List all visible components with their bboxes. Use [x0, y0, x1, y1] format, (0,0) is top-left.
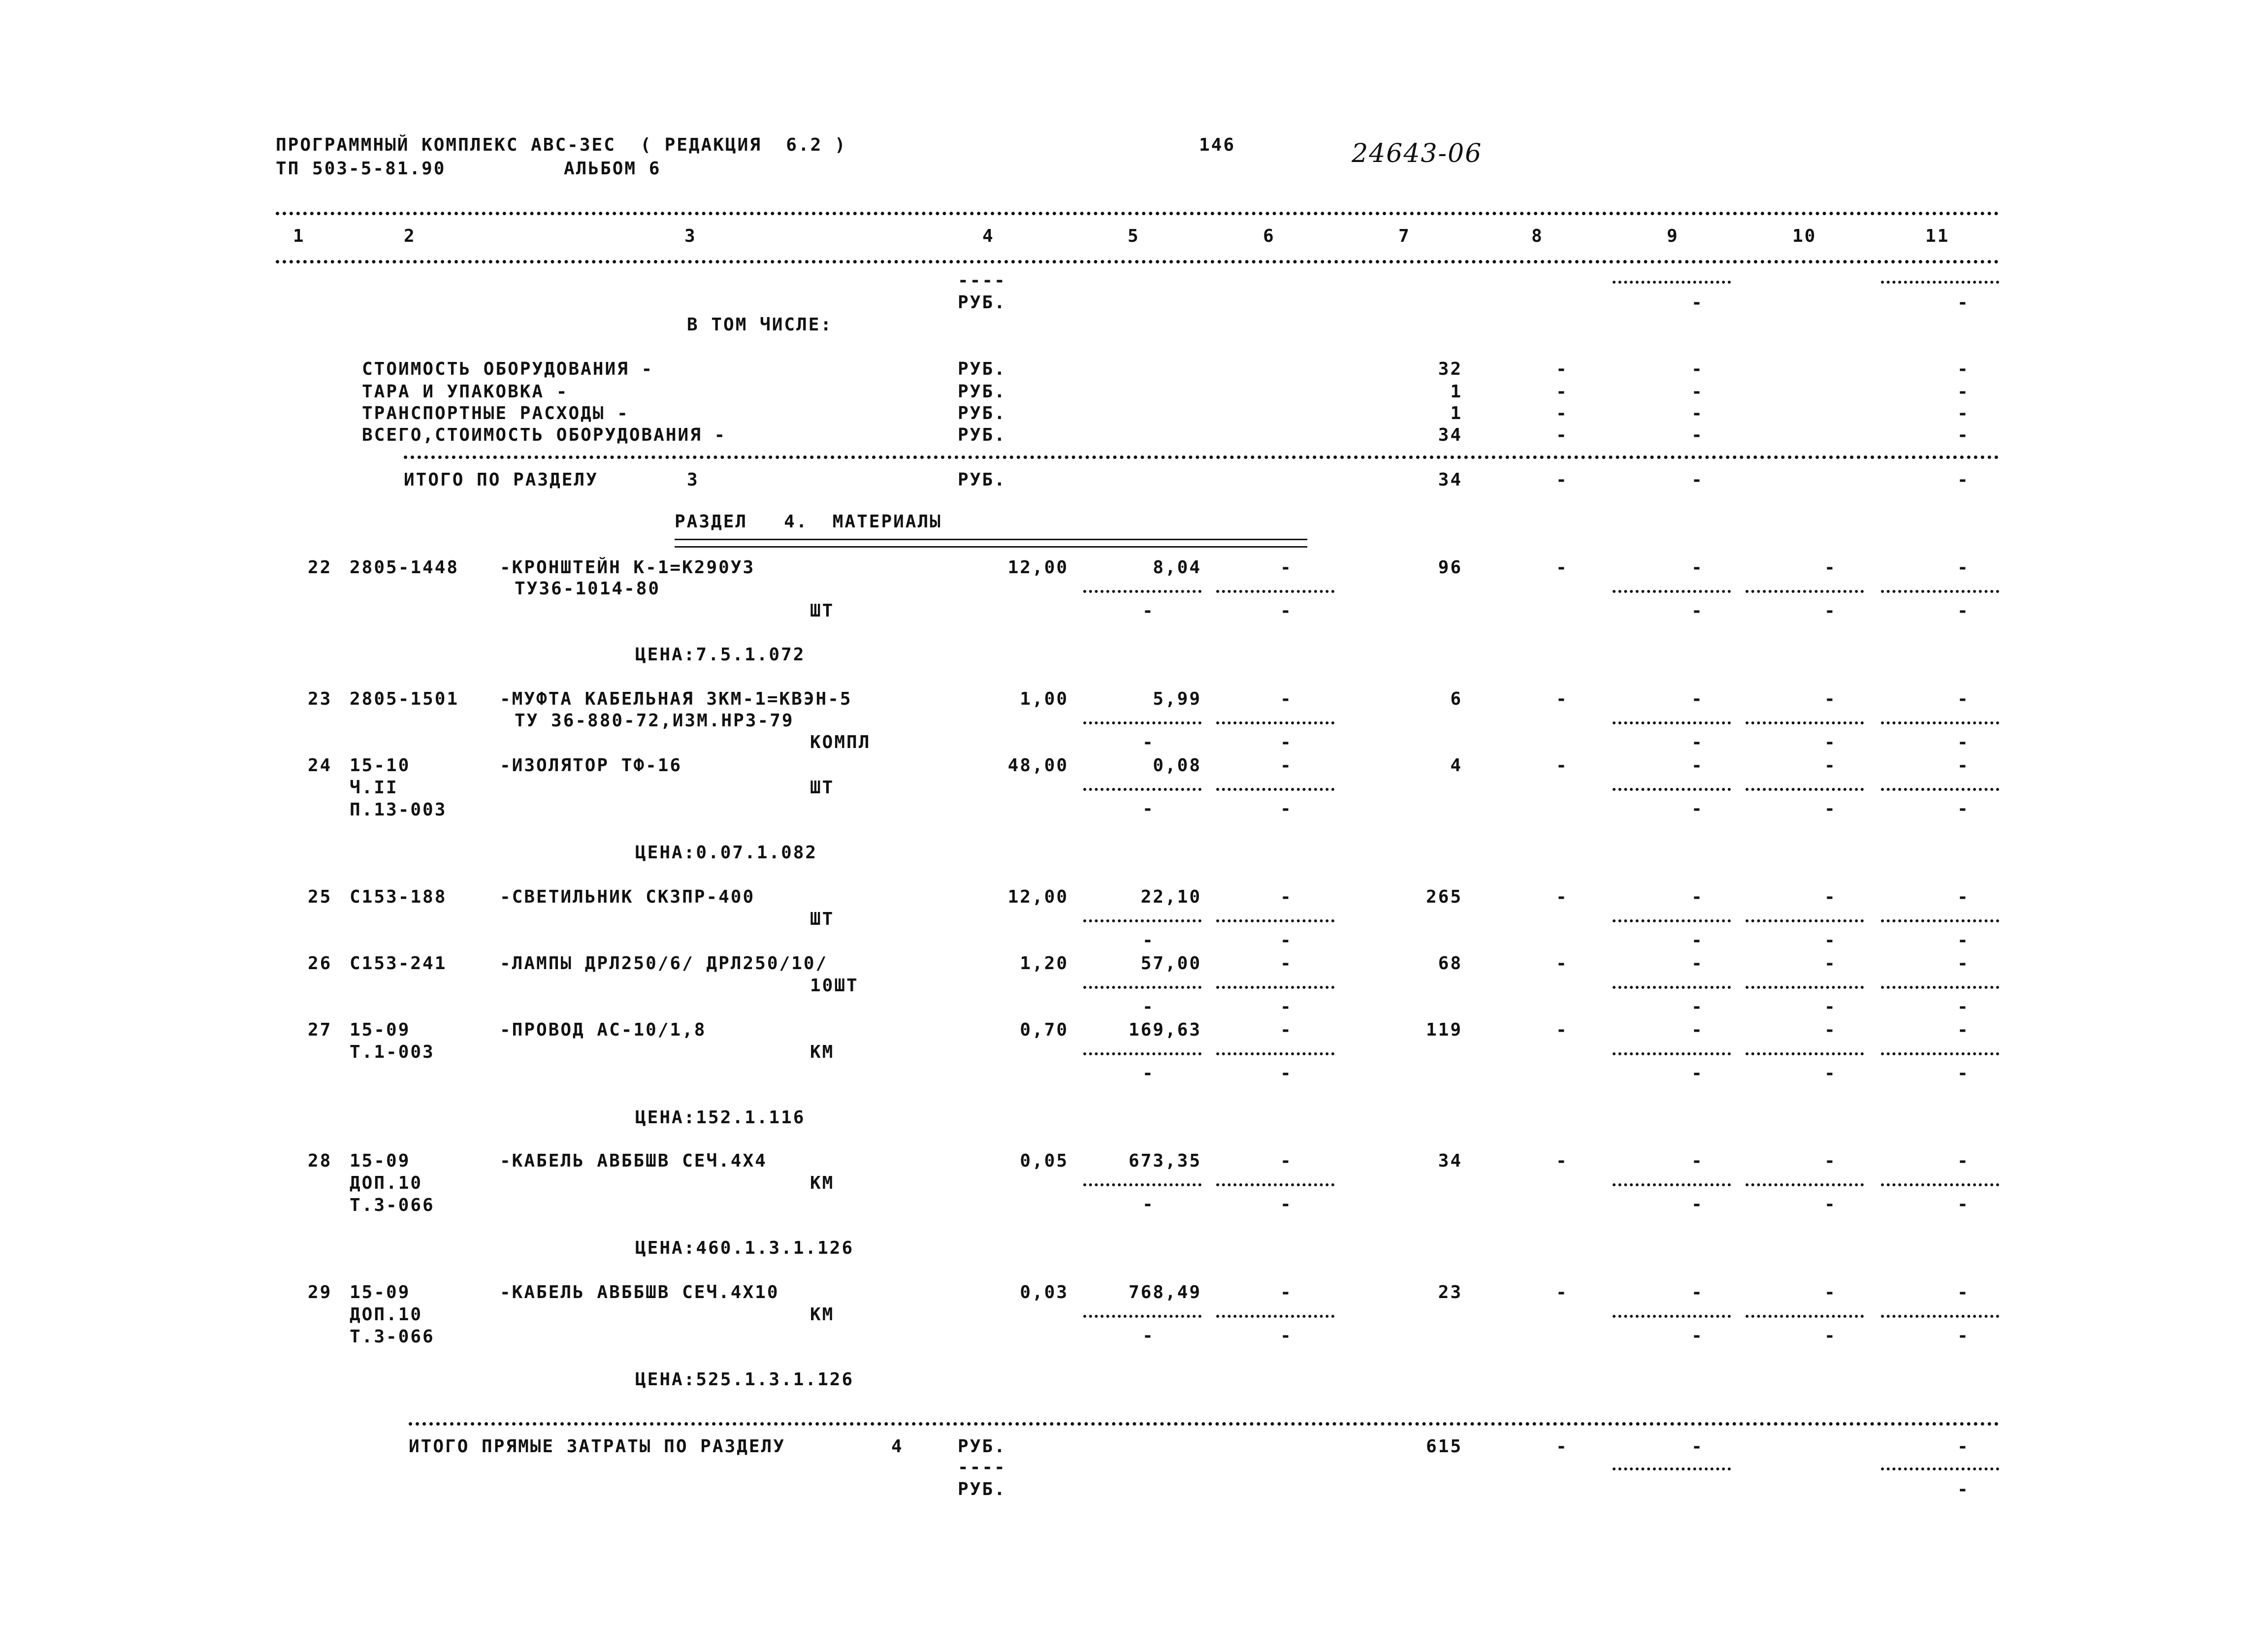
rule-header-bottom: [276, 260, 1999, 263]
item-code-part: Т.3-066: [350, 1327, 435, 1347]
subrule: [1881, 1183, 1999, 1186]
sub-9: -: [1691, 1063, 1704, 1083]
sub-5: -: [1142, 1326, 1155, 1346]
sub-6: -: [1280, 601, 1293, 621]
unit: РУБ.: [958, 382, 1006, 402]
col-5: 5: [1128, 226, 1140, 246]
subrule: [1881, 1052, 1999, 1055]
handwritten-doc-code: 24643-06: [1352, 139, 1483, 168]
cell-7: 1: [1450, 403, 1462, 423]
subrule: [1216, 919, 1334, 922]
sub-10: -: [1824, 1194, 1837, 1214]
sub-10: -: [1824, 1063, 1837, 1083]
cell-8: -: [1556, 953, 1568, 974]
item-unit: ШТ: [810, 778, 835, 798]
subrule: [1613, 590, 1731, 593]
subrule: [1216, 986, 1334, 989]
item-code-part: ДОП.10: [350, 1173, 423, 1193]
subrule: [1613, 1315, 1731, 1318]
item-code: 2805-1448: [350, 557, 459, 578]
cell-qty: 12,00: [1007, 557, 1069, 578]
cell-10: -: [1824, 1151, 1837, 1171]
cell-10: -: [1824, 887, 1837, 907]
col-7: 7: [1398, 226, 1411, 246]
item-code: 2805-1501: [350, 689, 459, 709]
total-label: ИТОГО ПРЯМЫЕ ЗАТРАТЫ ПО РАЗДЕЛУ: [409, 1436, 785, 1457]
sub-11: -: [1957, 1326, 1970, 1346]
sub-5: -: [1142, 930, 1155, 950]
item-number: 25: [308, 887, 332, 907]
col-3: 3: [684, 226, 697, 246]
cell-7: 34: [1438, 1151, 1462, 1171]
sub-11: -: [1957, 1194, 1970, 1214]
cell-11: -: [1957, 887, 1970, 907]
cell-9: -: [1691, 1020, 1704, 1040]
cell-7: 96: [1438, 557, 1462, 578]
item-number: 24: [308, 755, 332, 776]
sub-6: -: [1280, 1326, 1293, 1346]
cell-8: -: [1556, 1020, 1568, 1040]
subrule: [1881, 1467, 1999, 1470]
cell-qty: 1,00: [1020, 689, 1069, 709]
sub-11: -: [1957, 930, 1970, 950]
item-name: -ИЗОЛЯТОР ТФ-16: [500, 755, 682, 776]
item-number: 23: [308, 689, 332, 709]
cell-qty: 0,03: [1020, 1282, 1069, 1302]
item-spec: ТУ 36-880-72,ИЗМ.НР3-79: [515, 711, 794, 731]
cell-7: 68: [1438, 953, 1462, 974]
subrule: [1083, 1315, 1201, 1318]
subrule: [1613, 986, 1731, 989]
item-name: -МУФТА КАБЕЛЬНАЯ 3КМ-1=КВЭН-5: [500, 689, 852, 709]
col-8: 8: [1531, 226, 1544, 246]
subrule: [1083, 721, 1201, 724]
item-unit: КМ: [810, 1042, 835, 1062]
subrule: [1216, 1315, 1334, 1318]
cell-11: -: [1957, 425, 1970, 445]
cell-7: 34: [1438, 470, 1462, 490]
album-label: АЛЬБОМ 6: [564, 159, 661, 179]
cell-9: -: [1691, 359, 1704, 379]
subrule: [1083, 788, 1201, 791]
program-title: ПРОГРАММНЫЙ КОМПЛЕКС АВС-3ЕС ( РЕДАКЦИЯ 6.2 ): [276, 135, 847, 155]
subrule: [1746, 1183, 1864, 1186]
subrule: [1746, 721, 1864, 724]
subrule: [1083, 1052, 1201, 1055]
item-name: -ПРОВОД АС-10/1,8: [500, 1020, 707, 1040]
subrule: [1613, 1467, 1731, 1470]
cell-6: -: [1280, 755, 1293, 776]
cell-9: -: [1691, 689, 1704, 709]
sub-11: -: [1957, 732, 1970, 752]
price-note: ЦЕНА:460.1.3.1.126: [635, 1238, 854, 1258]
item-code-part: Т.1-003: [350, 1042, 435, 1062]
item-unit: КМ: [810, 1304, 835, 1325]
item-unit: ШТ: [810, 601, 835, 621]
subrule: [1216, 1052, 1334, 1055]
item-number: 27: [308, 1020, 332, 1040]
price-note: ЦЕНА:525.1.3.1.126: [635, 1369, 854, 1390]
item-name: -КРОНШТЕЙН К-1=К290У3: [500, 557, 755, 578]
unit: РУБ.: [958, 1479, 1006, 1499]
subrule: [1083, 986, 1201, 989]
cell-8: -: [1556, 755, 1568, 776]
col-10: 10: [1792, 226, 1817, 246]
cell-8: -: [1556, 403, 1568, 423]
cell-qty: 0,70: [1020, 1020, 1069, 1040]
dashes: ----: [958, 1457, 1006, 1477]
sub-5: -: [1142, 732, 1155, 752]
cell-10: -: [1824, 1020, 1837, 1040]
sub-6: -: [1280, 799, 1293, 819]
cell-7: 265: [1426, 887, 1462, 907]
subrule: [1216, 788, 1334, 791]
row-label: ТРАНСПОРТНЫЕ РАСХОДЫ -: [362, 403, 629, 423]
sub-6: -: [1280, 997, 1293, 1017]
sub-10: -: [1824, 1326, 1837, 1346]
item-number: 22: [308, 557, 332, 578]
subrule: [1881, 1315, 1999, 1318]
section-4-title: РАЗДЕЛ 4. МАТЕРИАЛЫ: [675, 512, 942, 532]
item-code-part: Ч.II: [350, 778, 398, 798]
sub-6: -: [1280, 930, 1293, 950]
cell-8: -: [1556, 1282, 1568, 1302]
sub-9: -: [1691, 1194, 1704, 1214]
subrule: [1746, 986, 1864, 989]
subrule: [1216, 1183, 1334, 1186]
col-9: 9: [1667, 226, 1679, 246]
cell-11: -: [1957, 1151, 1970, 1171]
item-name: -КАБЕЛЬ АВББШВ СЕЧ.4Х4: [500, 1151, 767, 1171]
cell-price: 768,49: [1128, 1282, 1201, 1302]
subrule: [1881, 986, 1999, 989]
cell-price: 5,99: [1153, 689, 1201, 709]
sub-5: -: [1142, 601, 1155, 621]
cell-8: -: [1556, 1436, 1568, 1457]
subrule: [1881, 281, 1999, 284]
cell-9: -: [1691, 1151, 1704, 1171]
cell-qty: 1,20: [1020, 953, 1069, 974]
cell-9: -: [1691, 755, 1704, 776]
cell-10: -: [1824, 689, 1837, 709]
including-label: В ТОМ ЧИСЛЕ:: [687, 315, 833, 335]
sub-11: -: [1957, 799, 1970, 819]
price-note: ЦЕНА:7.5.1.072: [635, 645, 806, 665]
cell-11: -: [1957, 403, 1970, 423]
sub-11: -: [1957, 997, 1970, 1017]
rule-section-total: [409, 1422, 1999, 1426]
cell-7: 32: [1438, 359, 1462, 379]
item-name: -ЛАМПЫ ДРЛ250/6/ ДРЛ250/10/: [500, 953, 828, 974]
cell-9: -: [1691, 953, 1704, 974]
cell-9: -: [1691, 382, 1704, 402]
sub-9: -: [1691, 997, 1704, 1017]
cell-8: -: [1556, 359, 1568, 379]
cell-8: -: [1556, 887, 1568, 907]
sub-10: -: [1824, 930, 1837, 950]
cell-6: -: [1280, 1282, 1293, 1302]
item-number: 29: [308, 1282, 332, 1302]
subrule: [1746, 590, 1864, 593]
cell-8: -: [1556, 689, 1568, 709]
unit: РУБ.: [958, 359, 1006, 379]
cell-price: 169,63: [1128, 1020, 1201, 1040]
item-unit: КОМПЛ: [810, 732, 871, 752]
subrule: [1881, 919, 1999, 922]
row-label: ТАРА И УПАКОВКА -: [362, 382, 569, 402]
item-unit: 10ШТ: [810, 976, 859, 996]
item-code-part: П.13-003: [350, 800, 447, 820]
subrule: [1216, 590, 1334, 593]
item-code: 15-10: [350, 755, 411, 776]
double-underline: [675, 539, 1307, 548]
sub-5: -: [1142, 997, 1155, 1017]
subrule: [1746, 1052, 1864, 1055]
cell-6: -: [1280, 953, 1293, 974]
cell-8: -: [1556, 557, 1568, 578]
cell-9: -: [1691, 470, 1704, 490]
sub-5: -: [1142, 1194, 1155, 1214]
cell-9: -: [1691, 887, 1704, 907]
item-code-part: ДОП.10: [350, 1304, 423, 1325]
cell-11: -: [1957, 689, 1970, 709]
sub-11: -: [1957, 1063, 1970, 1083]
col-11: 11: [1925, 226, 1950, 246]
item-spec: ТУ36-1014-80: [515, 579, 661, 599]
item-code: С153-188: [350, 887, 447, 907]
item-code: С153-241: [350, 953, 447, 974]
cell-qty: 0,05: [1020, 1151, 1069, 1171]
cell-8: -: [1556, 425, 1568, 445]
subrule: [1746, 1315, 1864, 1318]
subrule: [1613, 788, 1731, 791]
item-code: 15-09: [350, 1020, 411, 1040]
cell-7: 6: [1450, 689, 1462, 709]
subrule: [1881, 590, 1999, 593]
cell-6: -: [1280, 689, 1293, 709]
cell-8: -: [1556, 382, 1568, 402]
cell-11: -: [1957, 1479, 1970, 1499]
rule-top: [276, 212, 1999, 215]
cell-11: -: [1957, 557, 1970, 578]
subrule: [1083, 919, 1201, 922]
sub-6: -: [1280, 1194, 1293, 1214]
cell-price: 673,35: [1128, 1151, 1201, 1171]
unit: РУБ.: [958, 293, 1006, 313]
col-6: 6: [1263, 226, 1275, 246]
item-code: 15-09: [350, 1282, 411, 1302]
item-name: -СВЕТИЛЬНИК СКЗПР-400: [500, 887, 755, 907]
cell-10: -: [1824, 1282, 1837, 1302]
subrule: [1881, 788, 1999, 791]
cell-10: -: [1824, 557, 1837, 578]
item-unit: ШТ: [810, 909, 835, 929]
cell-price: 22,10: [1140, 887, 1201, 907]
cell-11: -: [1957, 1282, 1970, 1302]
subrule: [1613, 281, 1731, 284]
cell-6: -: [1280, 557, 1293, 578]
sub-6: -: [1280, 732, 1293, 752]
cell-9: -: [1691, 403, 1704, 423]
sub-9: -: [1691, 930, 1704, 950]
row-label: ВСЕГО,СТОИМОСТЬ ОБОРУДОВАНИЯ -: [362, 425, 727, 445]
cell-7: 34: [1438, 425, 1462, 445]
item-code: 15-09: [350, 1151, 411, 1171]
unit: РУБ.: [958, 470, 1006, 490]
dashes: ----: [958, 270, 1006, 291]
cell-7: 1: [1450, 382, 1462, 402]
price-note: ЦЕНА:152.1.116: [635, 1107, 806, 1128]
cell-9: -: [1691, 557, 1704, 578]
item-name: -КАБЕЛЬ АВББШВ СЕЧ.4Х10: [500, 1282, 779, 1302]
sub-9: -: [1691, 732, 1704, 752]
sub-9: -: [1691, 799, 1704, 819]
subrule: [1613, 1052, 1731, 1055]
cell-7: 4: [1450, 755, 1462, 776]
cell-6: -: [1280, 1151, 1293, 1171]
price-note: ЦЕНА:0.07.1.082: [635, 843, 818, 863]
cell-9: -: [1691, 425, 1704, 445]
unit: РУБ.: [958, 425, 1006, 445]
cell-9: -: [1691, 293, 1704, 313]
cell-9: -: [1691, 1436, 1704, 1457]
row-label: СТОИМОСТЬ ОБОРУДОВАНИЯ -: [362, 359, 654, 379]
col-4: 4: [982, 226, 995, 246]
sub-10: -: [1824, 799, 1837, 819]
cell-qty: 48,00: [1007, 755, 1069, 776]
cell-8: -: [1556, 470, 1568, 490]
cell-8: -: [1556, 1151, 1568, 1171]
page-number: 146: [1199, 135, 1236, 155]
item-code-part: Т.3-066: [350, 1195, 435, 1215]
section-number: 4: [891, 1436, 904, 1457]
sub-5: -: [1142, 799, 1155, 819]
col-2: 2: [404, 226, 416, 246]
cell-11: -: [1957, 953, 1970, 974]
cell-11: -: [1957, 755, 1970, 776]
subrule: [1881, 721, 1999, 724]
cell-9: -: [1691, 1282, 1704, 1302]
sub-9: -: [1691, 601, 1704, 621]
subrule: [1083, 590, 1201, 593]
cell-11: -: [1957, 470, 1970, 490]
cell-11: -: [1957, 1436, 1970, 1457]
sub-11: -: [1957, 601, 1970, 621]
cell-price: 8,04: [1153, 557, 1201, 578]
item-unit: КМ: [810, 1173, 835, 1193]
col-1: 1: [293, 226, 305, 246]
cell-7: 23: [1438, 1282, 1462, 1302]
item-number: 26: [308, 953, 332, 974]
unit: РУБ.: [958, 403, 1006, 423]
subrule: [1613, 1183, 1731, 1186]
subrule: [1083, 1183, 1201, 1186]
cell-10: -: [1824, 953, 1837, 974]
sub-10: -: [1824, 601, 1837, 621]
subrule: [1746, 788, 1864, 791]
cell-6: -: [1280, 887, 1293, 907]
cell-11: -: [1957, 293, 1970, 313]
cell-6: -: [1280, 1020, 1293, 1040]
subrule: [1216, 721, 1334, 724]
section-number: 3: [687, 470, 699, 490]
unit: РУБ.: [958, 1436, 1006, 1457]
cell-10: -: [1824, 755, 1837, 776]
cell-7: 119: [1426, 1020, 1462, 1040]
sub-10: -: [1824, 732, 1837, 752]
cell-11: -: [1957, 359, 1970, 379]
cell-11: -: [1957, 382, 1970, 402]
sub-6: -: [1280, 1063, 1293, 1083]
cell-price: 57,00: [1140, 953, 1201, 974]
item-number: 28: [308, 1151, 332, 1171]
rule-section-total: [404, 456, 1999, 459]
sub-10: -: [1824, 997, 1837, 1017]
sub-9: -: [1691, 1326, 1704, 1346]
subrule: [1746, 919, 1864, 922]
sub-5: -: [1142, 1063, 1155, 1083]
cell-11: -: [1957, 1020, 1970, 1040]
total-label: ИТОГО ПО РАЗДЕЛУ: [404, 470, 598, 490]
cell-7: 615: [1426, 1436, 1462, 1457]
cell-price: 0,08: [1153, 755, 1201, 776]
subrule: [1613, 721, 1731, 724]
subrule: [1613, 919, 1731, 922]
project-code: ТП 503-5-81.90: [276, 159, 446, 179]
cell-qty: 12,00: [1007, 887, 1069, 907]
